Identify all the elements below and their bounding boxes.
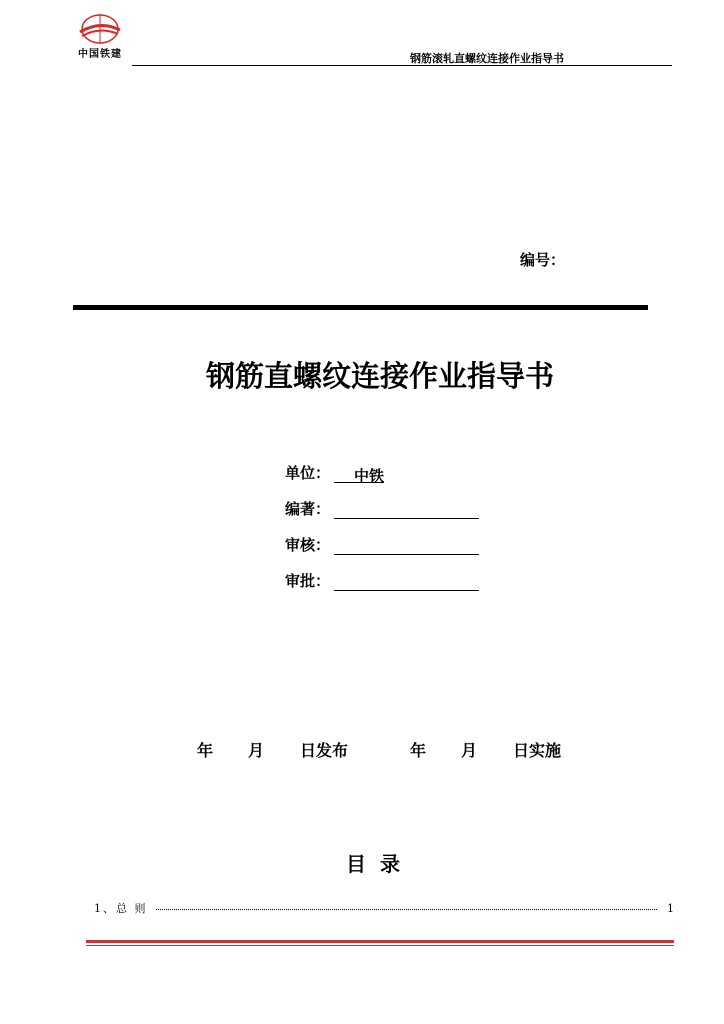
doc-number-label: 编号： — [520, 251, 566, 269]
author-label: 编著： — [285, 500, 331, 518]
toc-entry-label: 1、总 则 — [94, 902, 148, 915]
implement-year: 年 — [410, 741, 427, 760]
title-divider — [73, 305, 648, 310]
approve-field — [285, 570, 479, 591]
author-line — [334, 501, 479, 519]
footer-rule-thin — [86, 945, 674, 946]
unit-field — [285, 462, 384, 483]
toc-entry[interactable] — [94, 900, 674, 916]
logo-text: 中国铁建 — [78, 49, 122, 60]
crcc-logo-icon — [70, 12, 130, 46]
header-title: 钢筋滚轧直螺纹连接作业指导书 — [410, 52, 564, 65]
header-rule — [132, 65, 672, 66]
review-field — [285, 534, 479, 555]
author-field — [285, 498, 479, 519]
approve-label: 审批： — [285, 572, 331, 590]
footer-rule-thick — [86, 940, 674, 943]
main-title: 钢筋直螺纹连接作业指导书 — [205, 359, 554, 393]
approve-line — [334, 573, 479, 591]
implement-day: 日实施 — [513, 741, 562, 760]
review-label: 审核： — [285, 536, 331, 554]
toc-title: 目录 — [346, 852, 414, 876]
toc-entry-page: 1 — [667, 902, 674, 915]
publish-month: 月 — [248, 741, 265, 760]
publish-day: 日发布 — [300, 741, 349, 760]
unit-value-line — [334, 465, 384, 483]
review-line — [334, 537, 479, 555]
unit-value: 中铁 — [354, 467, 385, 485]
toc-leader-dots — [156, 908, 658, 910]
unit-label: 单位： — [285, 464, 331, 482]
implement-month: 月 — [461, 741, 478, 760]
publish-year: 年 — [197, 741, 214, 760]
crcc-logo — [70, 12, 130, 58]
